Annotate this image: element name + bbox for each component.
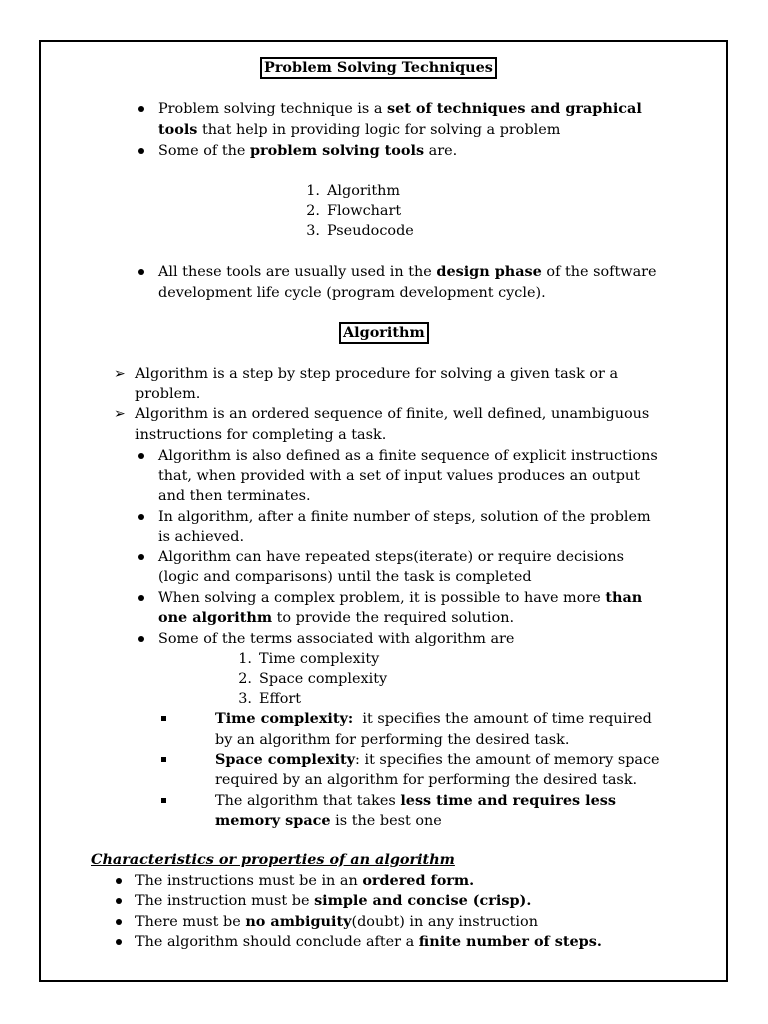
characteristic-4: The algorithm should conclude after a finite number of steps. — [135, 933, 602, 950]
square-bullet — [161, 757, 166, 762]
algo-bullet-2-line-1: In algorithm, after a finite number of steps, solution of the problem — [158, 509, 651, 525]
bullet — [138, 595, 144, 601]
algo-bullet-3-line-2: (logic and comparisons) until the task is completed — [158, 569, 532, 585]
intro-bullet-1-line-1: Problem solving technique is a set of techniques and graphical — [158, 100, 642, 117]
algo-bullet-4-line-1: When solving a complex problem, it is possible to have more than — [158, 589, 643, 606]
bullet — [138, 636, 144, 642]
list-number: 1. — [306, 183, 320, 199]
intro-bullet-2: Some of the problem solving tools are. — [158, 142, 458, 159]
term-item: Effort — [259, 691, 302, 707]
tool-item: Pseudocode — [327, 223, 414, 239]
sub-bullet-2-line-1: Space complexity: it specifies the amount of memory space — [215, 751, 660, 768]
term-item: Time complexity — [259, 651, 380, 667]
algo-bullet-3-line-1: Algorithm can have repeated steps(iterate) or require decisions — [158, 549, 624, 565]
bullet — [138, 554, 144, 560]
algo-bullet-1-line-1: Algorithm is also defined as a finite sequence of explicit instructions — [158, 448, 658, 464]
bullet — [138, 453, 144, 459]
algo-arrow-1-line-2: problem. — [135, 386, 201, 402]
bullet — [138, 148, 144, 154]
list-number: 3. — [306, 223, 320, 239]
arrow-bullet-icon: ➢ — [114, 366, 126, 382]
algo-arrow-2-line-2: instructions for completing a task. — [135, 427, 387, 443]
intro-bullet-3-line-2: development life cycle (program development cycle). — [158, 285, 546, 301]
list-number: 2. — [306, 203, 320, 219]
section-title-algorithm: Algorithm — [339, 322, 429, 344]
intro-bullet-3-line-1: All these tools are usually used in the design phase of the software — [158, 263, 657, 280]
tool-item: Flowchart — [327, 203, 402, 219]
bullet — [116, 939, 122, 945]
sub-bullet-2-line-2: required by an algorithm for performing the desired task. — [215, 772, 638, 788]
sub-bullet-1-line-2: by an algorithm for performing the desired task. — [215, 732, 570, 748]
list-number: 3. — [238, 691, 252, 707]
algo-bullet-5: Some of the terms associated with algorithm are — [158, 631, 515, 647]
bullet — [138, 514, 144, 520]
algo-bullet-2-line-2: is achieved. — [158, 529, 245, 545]
list-number: 1. — [238, 651, 252, 667]
square-bullet — [161, 798, 166, 803]
sub-bullet-3-line-1: The algorithm that takes less time and requires less — [215, 792, 616, 809]
square-bullet — [161, 716, 166, 721]
tool-item: Algorithm — [327, 183, 401, 199]
intro-bullet-1-line-2: tools that help in providing logic for solving a problem — [158, 121, 561, 138]
list-number: 2. — [238, 671, 252, 687]
algo-arrow-2-line-1: Algorithm is an ordered sequence of finite, well defined, unambiguous — [135, 406, 650, 422]
characteristic-1: The instructions must be in an ordered form. — [135, 872, 475, 889]
bullet — [138, 106, 144, 112]
algo-arrow-1-line-1: Algorithm is a step by step procedure for solving a given task or a — [135, 366, 619, 382]
bullet — [116, 878, 122, 884]
bullet — [116, 919, 122, 925]
term-item: Space complexity — [259, 671, 388, 687]
algo-bullet-1-line-3: and then terminates. — [158, 488, 311, 504]
page-title: Problem Solving Techniques — [260, 57, 497, 79]
arrow-bullet-icon: ➢ — [114, 406, 126, 422]
characteristic-3: There must be no ambiguity(doubt) in any instruction — [135, 913, 538, 930]
algo-bullet-4-line-2: one algorithm to provide the required solution. — [158, 609, 515, 626]
bullet — [116, 898, 122, 904]
sub-bullet-1-line-1: Time complexity: it specifies the amount of time required — [215, 710, 652, 727]
characteristics-heading: Characteristics or properties of an algorithm — [91, 851, 455, 868]
characteristic-2: The instruction must be simple and concise (crisp). — [135, 892, 532, 909]
sub-bullet-3-line-2: memory space is the best one — [215, 812, 442, 829]
bullet — [138, 269, 144, 275]
algo-bullet-1-line-2: that, when provided with a set of input values produces an output — [158, 468, 640, 484]
